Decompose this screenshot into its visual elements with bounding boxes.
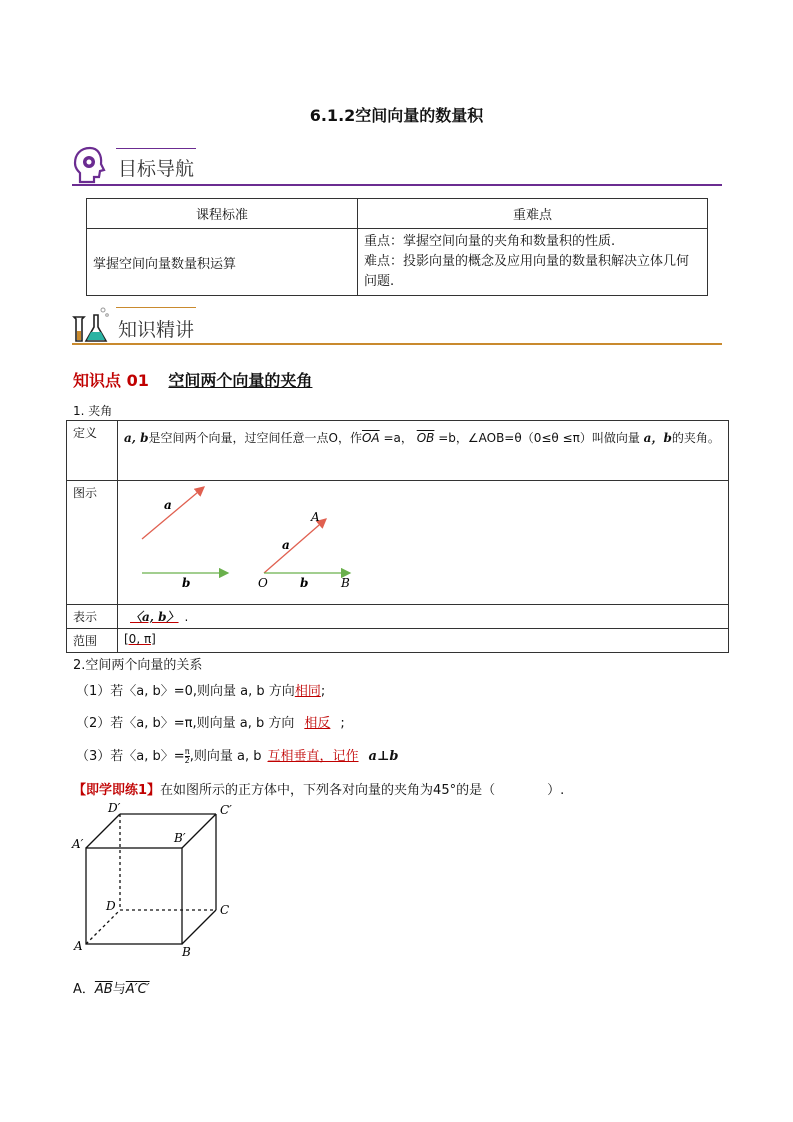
vector-a1c1: A′C′ bbox=[125, 982, 150, 997]
section-goal-header bbox=[72, 146, 722, 186]
relation-text: ,则向量 a, b bbox=[189, 749, 262, 764]
vector-a-label: a bbox=[164, 498, 172, 512]
section-knowledge-title: 知识精讲 bbox=[118, 319, 195, 341]
vector-ob-label: b bbox=[300, 576, 309, 590]
cube-label-a: A bbox=[74, 939, 83, 953]
point-b-label: B bbox=[341, 576, 350, 590]
relation-heading: 2.空间两个向量的关系 bbox=[73, 658, 203, 673]
def-vectors: a，b bbox=[643, 431, 672, 445]
def-content bbox=[118, 421, 729, 481]
table-cell-standard: 掌握空间向量数量积运算 bbox=[87, 229, 358, 296]
relation-text: （1）若〈a, b〉=0,则向量 a, b 方向 bbox=[76, 684, 295, 699]
range-cell bbox=[118, 629, 729, 653]
def-text: 的夹角。 bbox=[671, 431, 720, 445]
vector-a-line bbox=[142, 487, 204, 539]
def-vectors: a, b bbox=[124, 431, 149, 445]
fraction-top: π bbox=[184, 747, 190, 756]
knowledge-point-number: 知识点 01 bbox=[73, 371, 149, 390]
exercise-prompt bbox=[73, 779, 564, 798]
relation-notation: a⊥b bbox=[368, 749, 399, 764]
relation-answer: 相同 bbox=[294, 684, 321, 699]
page-title: 6.1.2空间向量的数量积 bbox=[309, 106, 484, 125]
relation-text: （3）若〈a, b〉= bbox=[76, 749, 185, 764]
cube-label-c1: C′ bbox=[220, 803, 232, 817]
option-conj: 与 bbox=[112, 982, 126, 997]
table-header: 课程标准 bbox=[87, 199, 358, 229]
vector-b-label: b bbox=[182, 576, 191, 590]
vector-oa: $\overline{OA}$ bbox=[361, 431, 380, 445]
section-divider bbox=[72, 343, 722, 345]
cube-label-c: C bbox=[220, 903, 230, 917]
relation-line-2 bbox=[76, 712, 345, 731]
def-eq: =b，∠AOB=θ（0≤θ ≤π）叫做向量 bbox=[434, 431, 640, 445]
difficult-point: 难点：投影向量的概念及应用向量的数量积解决立体几何问题. bbox=[364, 254, 690, 289]
def-eq: =a， bbox=[379, 431, 413, 445]
section-knowledge-header bbox=[72, 305, 722, 345]
flask-icon bbox=[72, 305, 110, 343]
cube-label-b1: B′ bbox=[174, 831, 186, 845]
section-top-line bbox=[116, 148, 196, 149]
relation-punct: ; bbox=[340, 716, 345, 731]
notation-value: 〈a, b〉 bbox=[130, 610, 179, 624]
section-divider bbox=[72, 184, 722, 186]
point-a-label: A bbox=[311, 510, 320, 524]
option-a bbox=[73, 978, 150, 997]
notation-label: 表示 bbox=[67, 605, 118, 629]
relation-punct: ; bbox=[320, 684, 326, 699]
table-header: 重难点 bbox=[358, 199, 708, 229]
table-cell-key bbox=[358, 229, 708, 296]
relation-text: （2）若〈a, b〉=π,则向量 a, b 方向 bbox=[76, 716, 295, 731]
knowledge-point-name: 空间两个向量的夹角 bbox=[168, 371, 313, 390]
exercise-tag: 【即学即练1】 bbox=[73, 783, 161, 798]
exercise-text: 在如图所示的正方体中，下列各对向量的夹角为45°的是（ ）. bbox=[160, 783, 565, 798]
def-label: 定义 bbox=[67, 421, 118, 481]
key-point: 重点：掌握空间向量的夹角和数量积的性质. bbox=[364, 234, 616, 249]
relation-line-1 bbox=[76, 680, 325, 699]
cube-label-a1: A′ bbox=[72, 837, 84, 851]
cube-label-d1: D′ bbox=[108, 801, 121, 815]
angle-figure bbox=[118, 481, 718, 603]
vector-oa-label: a bbox=[282, 538, 290, 552]
figure-label: 图示 bbox=[67, 481, 118, 605]
def-text: 是空间两个向量，过空间任意一点O，作 bbox=[148, 431, 362, 445]
relation-answer: 互相垂直，记作 bbox=[267, 749, 359, 764]
section-goal-title: 目标导航 bbox=[118, 158, 195, 180]
figure-cell bbox=[118, 481, 729, 605]
cube-label-b: B bbox=[182, 945, 191, 959]
section-top-line bbox=[116, 307, 196, 308]
angle-table bbox=[66, 420, 729, 653]
relation-answer: 相反 bbox=[304, 716, 331, 731]
cube-label-d: D bbox=[106, 899, 116, 913]
fraction-bottom: 2 bbox=[184, 756, 190, 765]
goal-table bbox=[86, 198, 708, 296]
vector-ob: $\overline{OB}$ bbox=[416, 431, 435, 445]
head-gear-icon bbox=[72, 146, 108, 184]
point-o-label: O bbox=[258, 576, 268, 590]
option-letter: A． bbox=[73, 982, 95, 997]
knowledge-point-heading bbox=[73, 368, 312, 391]
notation-cell: 〈a, b〉 . bbox=[118, 605, 729, 629]
vector-ab: $\overline{AB}$ bbox=[94, 982, 113, 997]
angle-heading: 1. 夹角 bbox=[73, 404, 113, 418]
range-label: 范围 bbox=[67, 629, 118, 653]
cube-figure bbox=[66, 800, 246, 960]
relation-line-3 bbox=[76, 745, 399, 765]
vector-oa-line bbox=[264, 519, 326, 573]
range-value: [0, π] bbox=[124, 632, 156, 646]
